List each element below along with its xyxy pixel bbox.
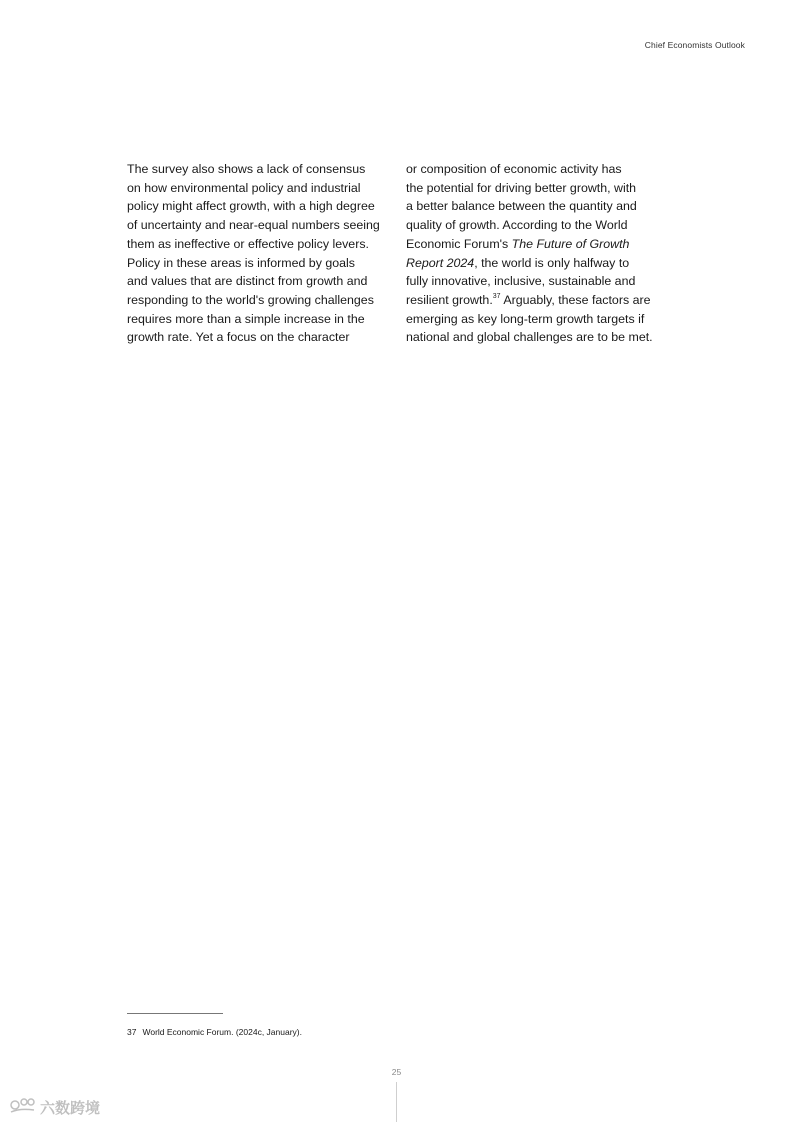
paragraph-line: The survey also shows a lack of consensus (127, 162, 366, 176)
paragraph-line: requires more than a simple increase in the (127, 311, 365, 326)
footnote-number: 37 (127, 1027, 137, 1037)
paragraph-text: resilient growth. (406, 292, 493, 307)
footnote-reference[interactable]: 37 (492, 292, 501, 300)
running-header-title: Chief Economists Outlook (644, 40, 745, 50)
paragraph-line: responding to the world's growing challenges (127, 292, 374, 307)
watermark-icon (8, 1096, 106, 1118)
svg-text:六数跨境: 六数跨境 (40, 1099, 101, 1117)
paragraph-line (406, 235, 668, 254)
footnote-divider (127, 1013, 223, 1014)
paragraph-line: a better balance between the quantity and (406, 199, 637, 214)
paragraph-line: quality of growth. According to the World (406, 218, 628, 233)
paragraph-line: growth rate. Yet a focus on the character (127, 330, 350, 345)
paragraph-line: emerging as key long-term growth targets if (406, 311, 645, 326)
paragraph-line (406, 291, 668, 310)
body-column-right (406, 160, 668, 347)
paragraph-line: national and global challenges are to be met. (406, 330, 653, 345)
paragraph-text: , the world is only halfway to (474, 255, 630, 270)
paragraph-text: Economic Forum's (406, 236, 512, 251)
report-title-italic: The Future of Growth (511, 236, 630, 251)
page-number-divider (396, 1082, 397, 1122)
paragraph-line: policy might affect growth, with a high degree (127, 199, 375, 214)
paragraph-line: and values that are distinct from growth and (127, 274, 368, 289)
body-column-left (127, 160, 389, 347)
paragraph-line: or composition of economic activity has (406, 162, 622, 176)
report-title-italic: Report 2024 (406, 255, 475, 270)
paragraph-line: them as ineffective or effective policy levers. (127, 236, 369, 251)
page-number: 25 (391, 1067, 402, 1077)
paragraph-line: of uncertainty and near-equal numbers seeing (127, 218, 380, 233)
paragraph-line: the potential for driving better growth, with (406, 180, 637, 195)
paragraph-text: Arguably, these factors are (500, 292, 651, 307)
paragraph-line: on how environmental policy and industrial (127, 180, 361, 195)
watermark-logo (8, 1096, 106, 1118)
paragraph-line (406, 254, 668, 273)
footnote-text: World Economic Forum. (2024c, January). (142, 1027, 302, 1037)
paragraph-line: fully innovative, inclusive, sustainable and (406, 274, 636, 289)
paragraph-line: Policy in these areas is informed by goals (127, 255, 355, 270)
footnote (127, 1027, 302, 1037)
